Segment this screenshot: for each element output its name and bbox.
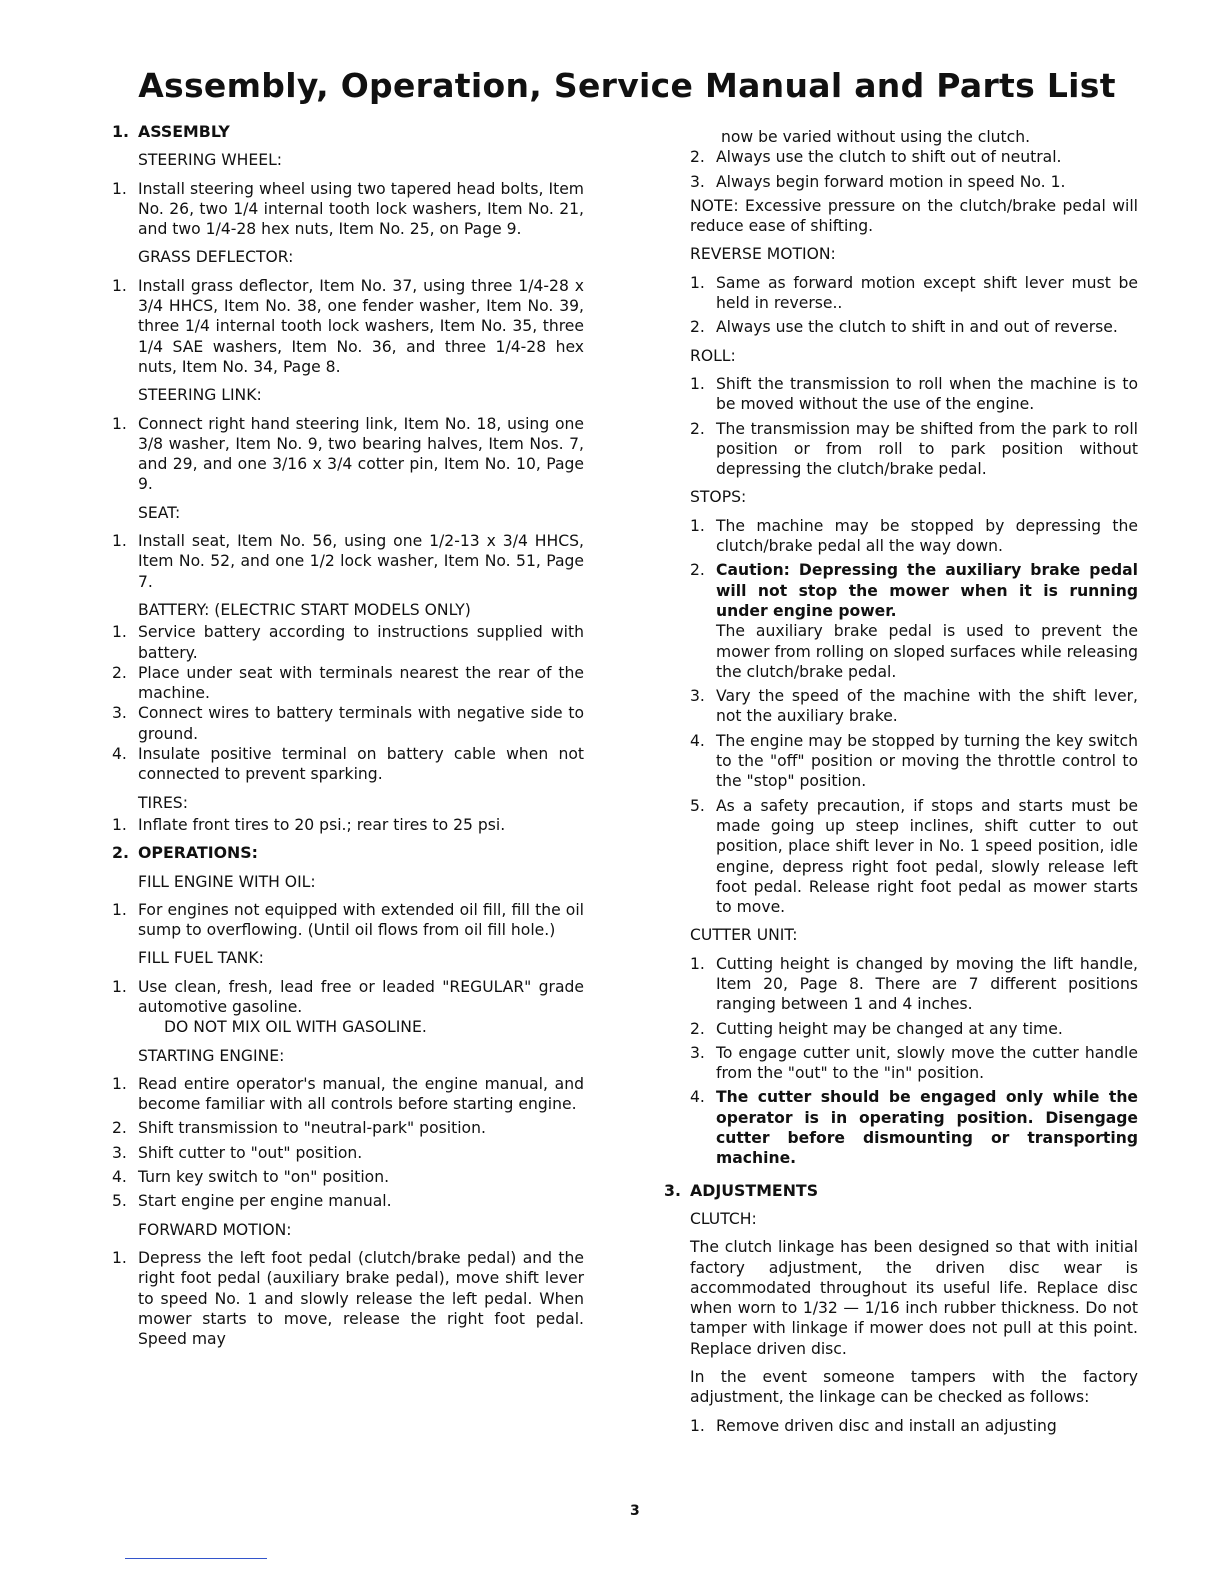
- list-item: [690, 686, 1138, 727]
- caution-text: Caution: Depressing the auxiliary brake pedal will not stop the mower when it is running under engine power.: [716, 561, 1138, 620]
- item-text: Inflate front tires to 20 psi.; rear tires to 25 psi.: [138, 815, 506, 834]
- item-text: Cutting height is changed by moving the lift handle, Item 20, Page 8. There are 7 different positions ranging between 1 and 4 inches.: [716, 954, 1138, 1014]
- page-title: Assembly, Operation, Service Manual and Parts List: [138, 66, 1116, 105]
- item-number: 3.: [690, 687, 705, 706]
- list-item: [112, 276, 584, 377]
- item-number: 2.: [690, 419, 705, 438]
- section-assembly-heading: [112, 122, 584, 142]
- list-item: [112, 663, 584, 704]
- subheading-fill-fuel: FILL FUEL TANK:: [138, 949, 264, 968]
- list-item: [690, 796, 1138, 918]
- item-number: 1.: [112, 900, 127, 919]
- item-number: 1.: [112, 179, 127, 198]
- item-number: 1.: [690, 516, 705, 535]
- item-text: Connect wires to battery terminals with negative side to ground.: [138, 704, 584, 743]
- item-number: 2.: [690, 1019, 705, 1038]
- item-text: Turn key switch to "on" position.: [138, 1168, 390, 1187]
- item-number: 1.: [112, 815, 127, 834]
- subheading-battery: BATTERY: (ELECTRIC START MODELS ONLY): [138, 600, 471, 619]
- list-item: [112, 179, 584, 240]
- list-item: [112, 900, 584, 941]
- item-text: To engage cutter unit, slowly move the cutter handle from the "out" to the "in" position.: [716, 1043, 1138, 1083]
- item-text: Cutting height may be changed at any time.: [716, 1019, 1063, 1038]
- subheading-grass-deflector: GRASS DEFLECTOR:: [138, 248, 294, 267]
- list-item: [112, 1143, 584, 1163]
- item-text: The auxiliary brake pedal is used to prevent the mower from rolling on sloped surfaces while releasing the clutch/brake pedal.: [716, 622, 1138, 681]
- forward-motion-note: NOTE: Excessive pressure on the clutch/brake pedal will reduce ease of shifting.: [690, 196, 1138, 236]
- item-text: The machine may be stopped by depressing the clutch/brake pedal all the way down.: [716, 516, 1138, 556]
- list-item: [112, 744, 584, 785]
- list-item: [112, 1248, 584, 1349]
- item-number: 1.: [690, 273, 705, 292]
- item-number: 1.: [112, 623, 127, 642]
- list-item: [690, 317, 1138, 337]
- item-text: Read entire operator's manual, the engine manual, and become familiar with all controls before starting engine.: [138, 1074, 584, 1114]
- item-number: 1.: [690, 954, 705, 973]
- item-number: 3.: [690, 172, 705, 191]
- forward-motion-continuation: now be varied without using the clutch.: [721, 128, 1031, 146]
- item-text: Always use the clutch to shift out of neutral.: [716, 148, 1062, 167]
- list-item: [690, 1087, 1138, 1168]
- list-item: [112, 1118, 584, 1138]
- item-number: 2.: [690, 148, 705, 167]
- list-item: [112, 1167, 584, 1187]
- subheading-cutter-unit: CUTTER UNIT:: [690, 926, 798, 945]
- item-text: Shift cutter to "out" position.: [138, 1143, 363, 1162]
- page-number: 3: [630, 1503, 640, 1519]
- item-text: For engines not equipped with extended oil fill, fill the oil sump to overflowing. (Until oil flows from oil fill hole.): [138, 900, 584, 940]
- item-text: Install seat, Item No. 56, using one 1/2-13 x 3/4 HHCS, Item No. 52, and one 1/2 lock washer, Item No. 51, Page 7.: [138, 532, 584, 591]
- item-number: 3.: [690, 1043, 705, 1062]
- item-text: Use clean, fresh, lead free or leaded "REGULAR" grade automotive gasoline.: [138, 977, 584, 1016]
- item-number: 1.: [112, 414, 127, 433]
- item-number: 5.: [112, 1192, 127, 1211]
- list-item: [112, 703, 584, 744]
- item-number: 4.: [690, 731, 705, 750]
- footer-rule: [125, 1558, 267, 1559]
- list-item: [112, 815, 584, 835]
- item-text: Depress the left foot pedal (clutch/brake pedal) and the right foot pedal (auxiliary brake pedal), move shift lever to speed No. 1 and slowly release the left pedal. When mower starts to move, release the right foot pedal. Speed may: [138, 1248, 584, 1349]
- list-item: [690, 273, 1138, 314]
- item-text: The transmission may be shifted from the park to roll position or from roll to park position without depressing the clutch/brake pedal.: [716, 419, 1138, 479]
- item-number: 2.: [112, 663, 127, 682]
- subheading-clutch: CLUTCH:: [690, 1209, 757, 1228]
- item-text: Place under seat with terminals nearest the rear of the machine.: [138, 663, 584, 703]
- item-number: 1.: [112, 276, 127, 295]
- subheading-steering-link: STEERING LINK:: [138, 386, 262, 405]
- item-number: 3.: [112, 704, 127, 723]
- subheading-fill-oil: FILL ENGINE WITH OIL:: [138, 872, 316, 891]
- list-item: [690, 1416, 1138, 1436]
- item-number: 3.: [112, 1143, 127, 1162]
- item-number: 1.: [112, 1248, 127, 1267]
- list-item: [690, 954, 1138, 1015]
- subheading-seat: SEAT:: [138, 503, 181, 522]
- item-text: The cutter should be engaged only while the operator is in operating position. Disengage cutter before dismounting or transporting machine.: [716, 1088, 1138, 1168]
- item-number: 1.: [112, 532, 127, 551]
- item-number: 1.: [690, 1416, 705, 1435]
- list-item: [690, 1043, 1138, 1084]
- list-item: [690, 172, 1138, 192]
- list-item: [112, 1074, 584, 1115]
- item-number: 1.: [112, 1074, 127, 1093]
- section-title: ASSEMBLY: [138, 122, 230, 141]
- item-text: Shift the transmission to roll when the machine is to be moved without the use of the engine.: [716, 374, 1138, 414]
- section-number: 3.: [664, 1180, 681, 1200]
- item-number: 1.: [690, 374, 705, 393]
- subheading-roll: ROLL:: [690, 346, 736, 365]
- item-text: Connect right hand steering link, Item No. 18, using one 3/8 washer, Item No. 9, two bearing halves, Item Nos. 7, and 29, and one 3/16 x 3/4 cotter pin, Item No. 10, Page 9.: [138, 414, 584, 494]
- item-text: Always use the clutch to shift in and out of reverse.: [716, 318, 1118, 337]
- item-text: As a safety precaution, if stops and starts must be made going up steep inclines, shift cutter to out position, place shift lever in No. 1 speed position, idle engine, depress right foot pedal, slowly release left foot pedal. Release right foot pedal as mower starts to move.: [716, 796, 1138, 917]
- right-column: [664, 127, 1138, 1440]
- fuel-warning: DO NOT MIX OIL WITH GASOLINE.: [164, 1018, 427, 1037]
- subheading-starting-engine: STARTING ENGINE:: [138, 1046, 285, 1065]
- item-text: Remove driven disc and install an adjusting: [716, 1416, 1057, 1435]
- item-number: 4.: [112, 745, 127, 764]
- item-text: The engine may be stopped by turning the key switch to the "off" position or moving the throttle control to the "stop" position.: [716, 731, 1138, 791]
- list-item: [112, 977, 584, 1018]
- subheading-tires: TIRES:: [138, 793, 188, 812]
- list-item: [690, 374, 1138, 415]
- list-item: [690, 419, 1138, 480]
- section-number: 2.: [112, 843, 129, 863]
- item-number: 5.: [690, 796, 705, 815]
- clutch-paragraph: The clutch linkage has been designed so that with initial factory adjustment, the driven disc wear is accommodated throughout its useful life. Replace disc when worn to 1/32 — 1/16 inch rubber thickness. Do not tamper with linkage if mower does not pull at this point. Replace driven disc.: [690, 1238, 1138, 1358]
- item-number: 1.: [112, 977, 127, 996]
- item-text: Insulate positive terminal on battery cable when not connected to prevent sparking.: [138, 745, 584, 784]
- section-adjustments-heading: [664, 1181, 1138, 1201]
- item-text: Install grass deflector, Item No. 37, using three 1/4-28 x 3/4 HHCS, Item No. 38, one fender washer, Item No. 39, three 1/4 internal tooth lock washers, Item No. 35, three 1/4 SAE washers, Item No. 36, and three 1/4-28 hex nuts, Item No. 34, Page 8.: [138, 276, 584, 376]
- subheading-forward-motion: FORWARD MOTION:: [138, 1220, 292, 1239]
- list-item: [112, 622, 584, 663]
- item-text: Vary the speed of the machine with the shift lever, not the auxiliary brake.: [716, 687, 1138, 726]
- item-text: Same as forward motion except shift lever must be held in reverse..: [716, 273, 1138, 313]
- section-title: OPERATIONS:: [138, 843, 258, 863]
- item-number: 4.: [112, 1168, 127, 1187]
- subheading-reverse-motion: REVERSE MOTION:: [690, 245, 836, 264]
- item-text: Service battery according to instructions supplied with battery.: [138, 623, 584, 662]
- list-item: [112, 531, 584, 592]
- item-number: 2.: [112, 1119, 127, 1138]
- list-item: [690, 731, 1138, 792]
- item-text: Install steering wheel using two tapered head bolts, Item No. 26, two 1/4 internal tooth lock washers, Item No. 21, and two 1/4-28 hex nuts, Item No. 25, on Page 9.: [138, 179, 584, 239]
- item-number: 2.: [690, 318, 705, 337]
- list-item: [112, 1191, 584, 1211]
- item-text: Shift transmission to "neutral-park" position.: [138, 1119, 486, 1138]
- clutch-paragraph: In the event someone tampers with the factory adjustment, the linkage can be checked as follows:: [690, 1368, 1138, 1407]
- section-number: 1.: [112, 122, 129, 141]
- item-number: 2.: [690, 561, 705, 580]
- left-column: [112, 122, 584, 1353]
- subheading-stops: STOPS:: [690, 488, 747, 507]
- section-operations-heading: [112, 843, 584, 863]
- list-item: [690, 147, 1138, 167]
- item-text: Always begin forward motion in speed No. 1.: [716, 172, 1066, 191]
- list-item: [690, 560, 1138, 682]
- section-title: ADJUSTMENTS: [690, 1180, 819, 1200]
- list-item: [112, 414, 584, 495]
- subheading-steering-wheel: STEERING WHEEL:: [138, 151, 283, 170]
- list-item: [690, 1019, 1138, 1039]
- list-item: [690, 516, 1138, 557]
- item-text: Start engine per engine manual.: [138, 1192, 392, 1211]
- item-number: 4.: [690, 1088, 705, 1107]
